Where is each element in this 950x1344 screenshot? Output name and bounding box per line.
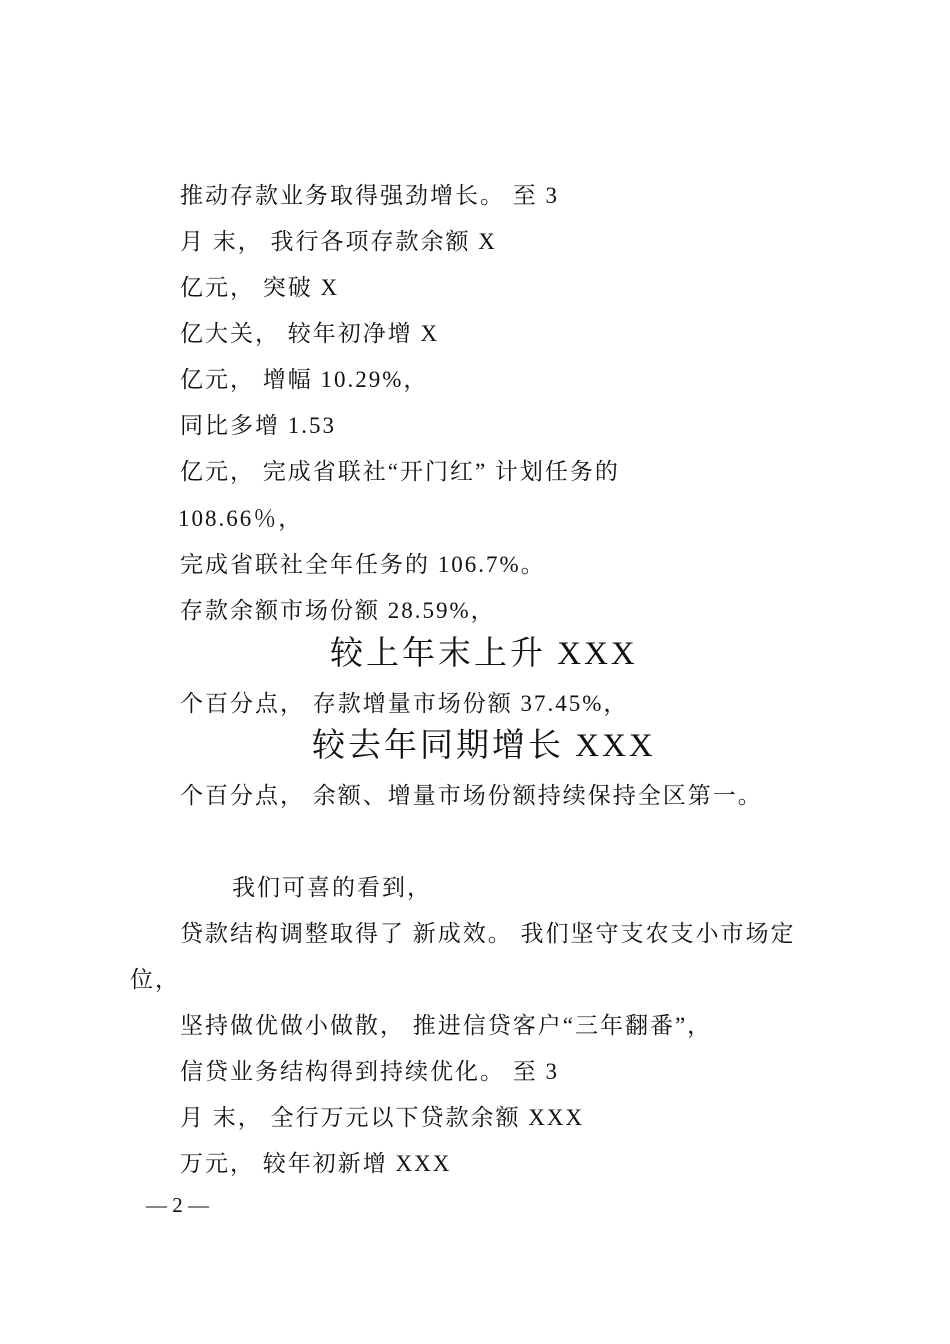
text-line-13: 较去年同期增长 XXX <box>312 728 656 764</box>
text-line-14: 个百分点， 余额、增量市场份额持续保持全区第一。 <box>180 783 763 808</box>
text-line-12: 个百分点， 存款增量市场份额 37.45%， <box>180 691 629 716</box>
text-line-9: 完成省联社全年任务的 106.7%。 <box>180 552 546 577</box>
text-line-7: 亿元， 完成省联社“开门红” 计划任务的 <box>180 459 620 484</box>
text-line-2: 月 末， 我行各项存款余额 X <box>180 229 497 254</box>
text-line-16: 贷款结构调整取得了 新成效。 我们坚守支农支小市场定 <box>180 921 796 946</box>
text-line-17: 位， <box>130 967 180 992</box>
page-number: — 2 — <box>146 1193 209 1217</box>
text-line-21: 万元， 较年初新增 XXX <box>180 1151 452 1176</box>
text-line-20: 月 末， 全行万元以下贷款余额 XXX <box>180 1105 585 1130</box>
text-line-8: 108.66％， <box>178 506 304 531</box>
text-line-19: 信贷业务结构得到持续优化。 至 3 <box>180 1059 559 1084</box>
text-line-5: 亿元， 增幅 10.29%， <box>180 367 429 392</box>
text-line-18: 坚持做优做小做散， 推进信贷客户“三年翻番”， <box>180 1013 713 1038</box>
text-line-15: 我们可喜的看到， <box>232 875 432 900</box>
text-line-1: 推动存款业务取得强劲增长。 至 3 <box>180 183 559 208</box>
text-line-3: 亿元， 突破 X <box>180 275 340 300</box>
text-line-10: 存款余额市场份额 28.59%， <box>180 598 496 623</box>
text-line-4: 亿大关， 较年初净增 X <box>180 321 440 346</box>
text-line-11: 较上年末上升 XXX <box>330 636 638 672</box>
text-line-6: 同比多增 1.53 <box>180 413 336 438</box>
